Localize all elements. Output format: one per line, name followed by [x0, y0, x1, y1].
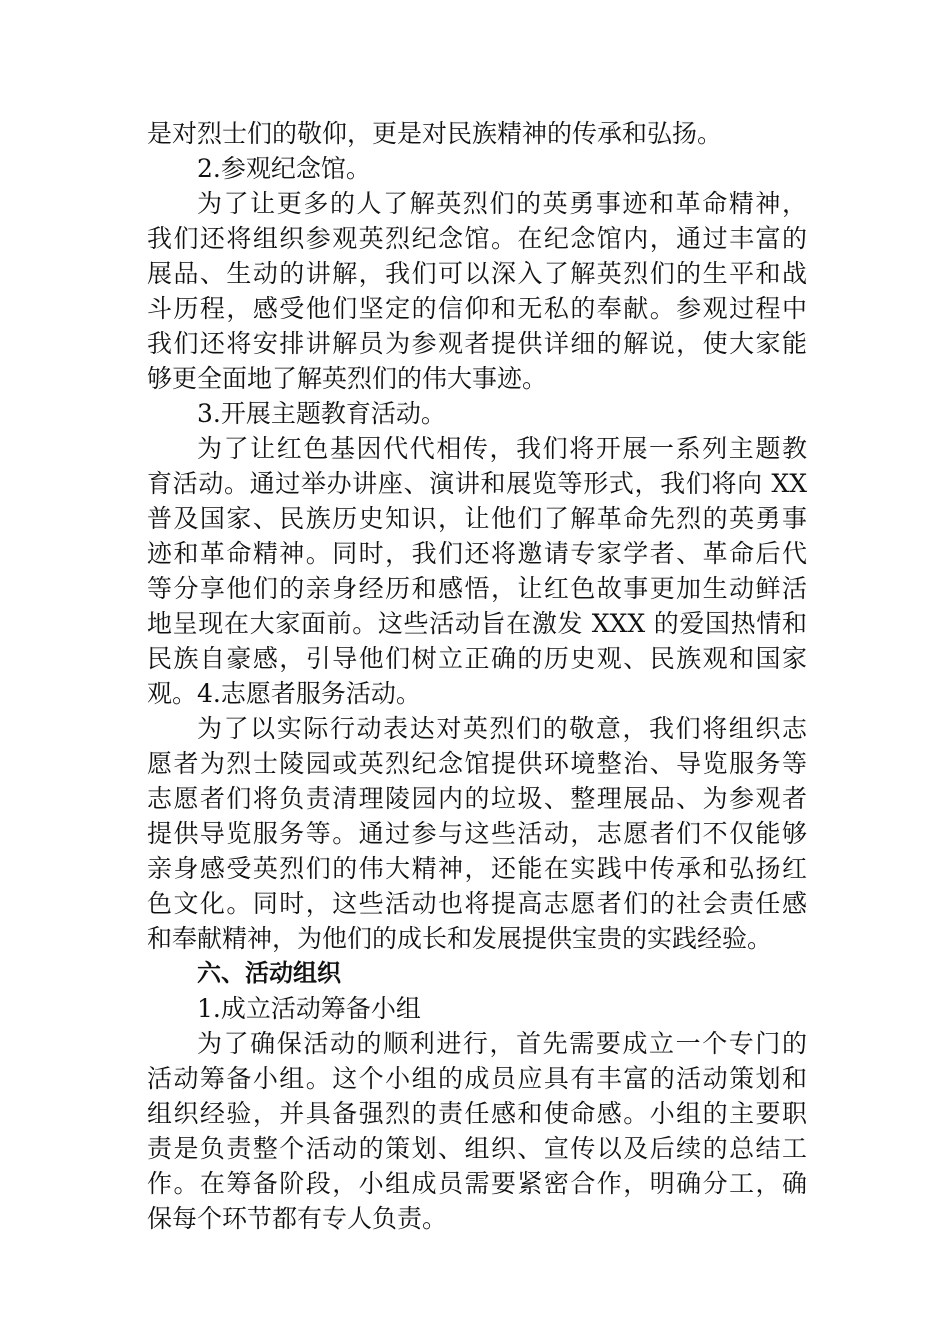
text-line: 活动筹备小组。这个小组的成员应具有丰富的活动策划和: [147, 1064, 807, 1093]
text-line: 愿者为烈士陵园或英烈纪念馆提供环境整治、导览服务等: [147, 749, 807, 778]
text-line: 作。在筹备阶段，小组成员需要紧密合作，明确分工，确: [147, 1169, 807, 1198]
text-line: 责是负责整个活动的策划、组织、宣传以及后续的总结工: [147, 1134, 807, 1163]
text-line: 为了让红色基因代代相传，我们将开展一系列主题教: [197, 434, 807, 463]
text-line: 等分享他们的亲身经历和感悟，让红色故事更加生动鲜活: [147, 574, 807, 603]
text-line: 展品、生动的讲解，我们可以深入了解英烈们的生平和战: [147, 259, 807, 288]
document-page: [147, 116, 807, 1236]
text-line: 亲身感受英烈们的伟大精神，还能在实践中传承和弘扬红: [147, 854, 807, 883]
text-line: 地呈现在大家面前。这些活动旨在激发 XXX 的爱国热情和: [147, 609, 807, 638]
text-line: 3.开展主题教育活动。: [197, 399, 446, 428]
text-line: 为了确保活动的顺利进行，首先需要成立一个专门的: [197, 1029, 807, 1058]
text-line: 提供导览服务等。通过参与这些活动，志愿者们不仅能够: [147, 819, 807, 848]
text-line: 2.参观纪念馆。: [197, 154, 371, 183]
text-line: 为了以实际行动表达对英烈们的敬意，我们将组织志: [197, 714, 807, 743]
text-line: 育活动。通过举办讲座、演讲和展览等形式，我们将向 XX: [147, 469, 807, 498]
text-line: 1.成立活动筹备小组: [197, 994, 421, 1023]
text-line: 我们还将安排讲解员为参观者提供详细的解说，使大家能: [147, 329, 807, 358]
text-line: 保每个环节都有专人负责。: [147, 1204, 448, 1233]
text-line: 民族自豪感，引导他们树立正确的历史观、民族观和国家: [147, 644, 807, 673]
text-line: 观。4.志愿者服务活动。: [147, 679, 421, 708]
text-line: 斗历程，感受他们坚定的信仰和无私的奉献。参观过程中: [147, 294, 807, 323]
text-line: 和奉献精神，为他们的成长和发展提供宝贵的实践经验。: [147, 924, 773, 953]
text-line: 够更全面地了解英烈们的伟大事迹。: [147, 364, 548, 393]
text-line: 组织经验，并具备强烈的责任感和使命感。小组的主要职: [147, 1099, 807, 1128]
text-line: 我们还将组织参观英烈纪念馆。在纪念馆内，通过丰富的: [147, 224, 807, 253]
text-line: 为了让更多的人了解英烈们的英勇事迹和革命精神，: [197, 189, 807, 218]
text-line: 普及国家、民族历史知识，让他们了解革命先烈的英勇事: [147, 504, 807, 533]
text-line: 迹和革命精神。同时，我们还将邀请专家学者、革命后代: [147, 539, 807, 568]
section-heading: 六、活动组织: [197, 959, 341, 987]
text-line: 色文化。同时，这些活动也将提高志愿者们的社会责任感: [147, 889, 807, 918]
text-line: 是对烈士们的敬仰，更是对民族精神的传承和弘扬。: [147, 119, 723, 148]
text-line: 志愿者们将负责清理陵园内的垃圾、整理展品、为参观者: [147, 784, 807, 813]
